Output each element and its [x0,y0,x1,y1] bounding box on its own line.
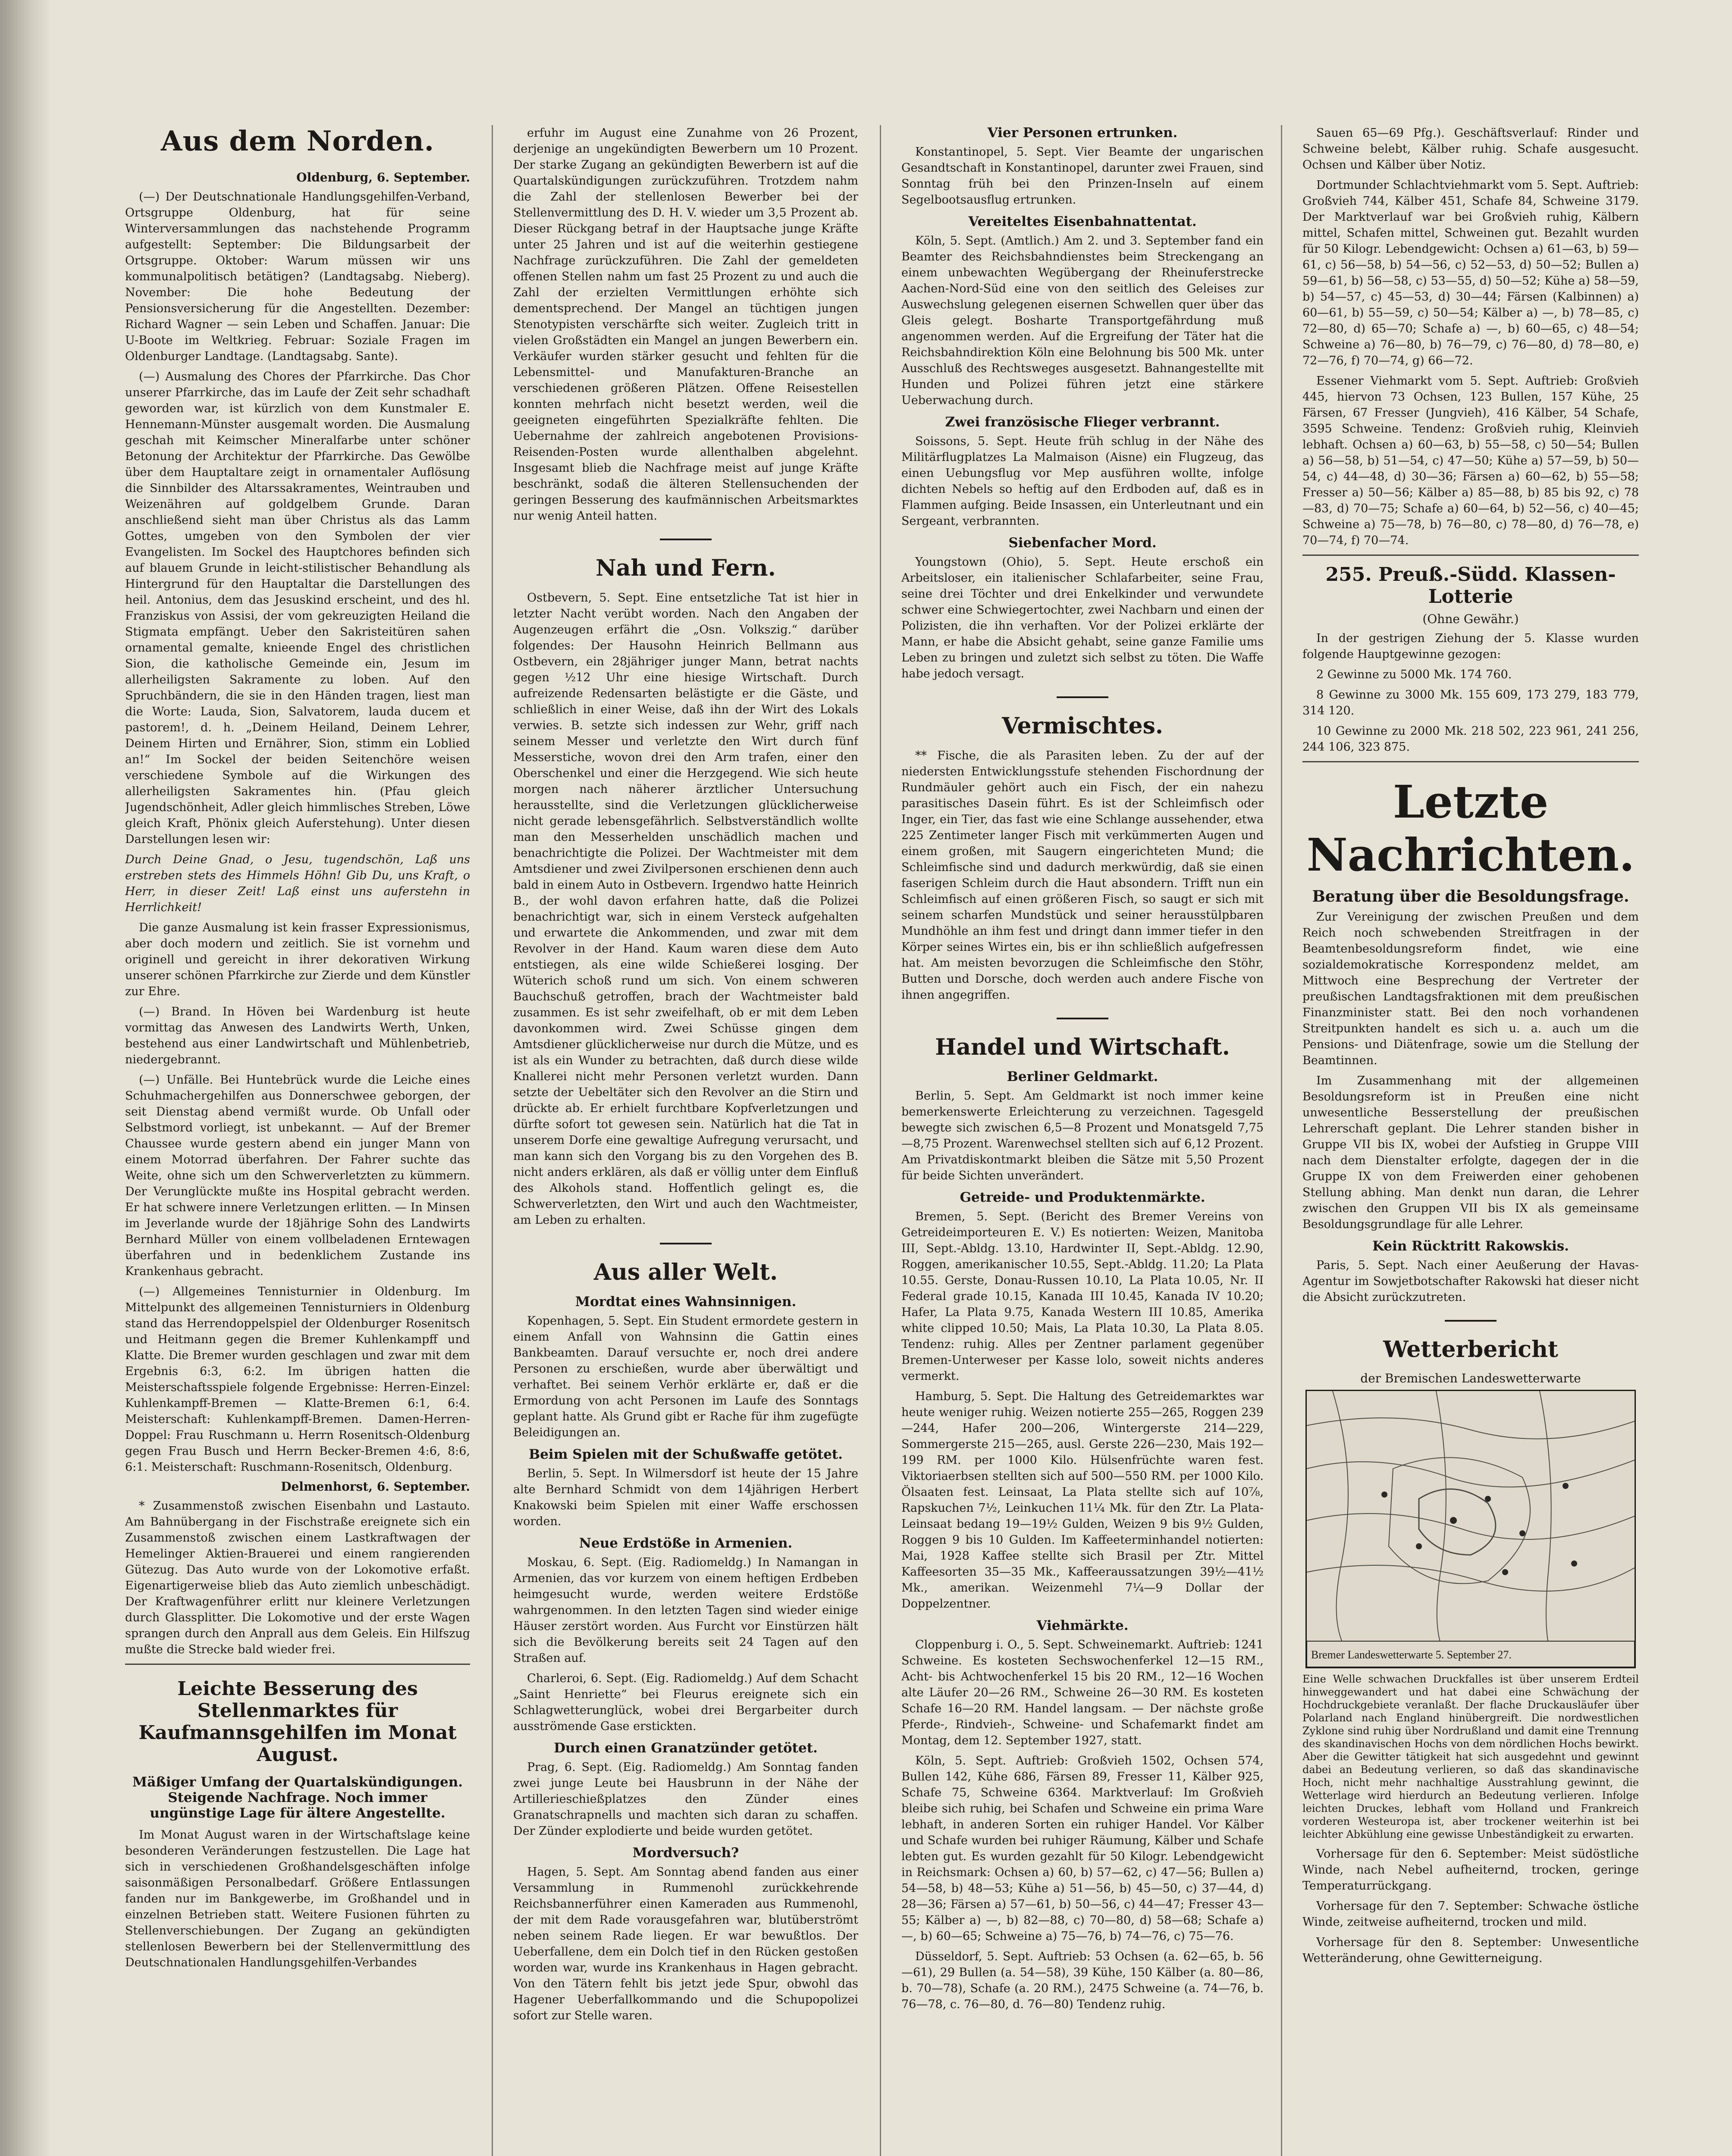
weather-subtitle: der Bremischen Landeswetterwarte [1360,1371,1581,1385]
article-paragraph: Dortmunder Schlachtviehmarkt vom 5. Sept. Auftrieb: Großvieh 744, Kälber 451, Schafe 84, Schweine 3179. Der Marktverlauf war bei Großvieh ruhig, Kälbern mittel, Schafen mittel, Schweinen gut. Bezahlt wurden für 50 Kilogr. Lebendgewicht: Ochsen a) 61—63, b) 59—61, c) 56—58, b) 54—56, c) 52—53, d) 50—52; Bullen a) 59—61, b) 56—58, c) 53—55, d) 50—52; Kühe a) 58—59, b) 54—57, c) 45—53, d) 30—44; Färsen (Kalbinnen) a) 60—61, b) 55—59, c) 50—54; Kälber a) —, b) 78—85, c) 72—80, d) 65—70; Schafe a) —, b) 60—65, c) 48—54; Schweine a) 76—80, b) 76—79, c) 76—80, d) 78—80, e) 72—76, f) 70—74, g) 66—72. [1302,179,1639,367]
lottery-result: 8 Gewinne zu 3000 Mk. 155 609, 173 279, 183 779, 314 120. [1302,688,1639,718]
article-paragraph: Prag, 6. Sept. (Eig. Radiomeldg.) Am Sonntag fanden zwei junge Leute bei Hausbrunn in der Nähe der Artillerieschießplatzes den Zünder eines Granatschrapnells und machten sich daran zu schaffen. Der Zünder explodierte und beide wurden getötet. [513,1761,858,1838]
article-paragraph: (—) Allgemeines Tennisturnier in Oldenburg. Im Mittelpunkt des allgemeinen Tennisturniers in Oldenburg stand das Herrendoppelspiel der Oldenburger Rosenitsch und Heitmann gegen die Bremer Kuhlenkampff und Klatte. Die Bremer wurden geschlagen und zwar mit dem Ergebnis 6:3, 6:2. Im übrigen hatten die Meisterschaftsspiele folgende Ergebnisse: Herren-Einzel: Kuhlenkampff-Bremen — Klatte-Bremen 6:1, 6:4. Meisterschaft: Kuhlenkampff-Bremen. Damen-Herren-Doppel: Frau Ruschmann u. Herrn Rosenitsch-Oldenburg gegen Frau Busch und Herrn Becker-Bremen 4:6, 8:6, 6:1. Meisterschaft: Ruschmann-Rosenitsch, Oldenburg. [125,1285,470,1474]
weather-map-label: Bremer Landeswetterwarte 5. September 27. [1311,1648,1512,1661]
section-title: Vermischtes. [1001,713,1164,739]
article-subheadline: Viehmärkte. [1036,1618,1129,1633]
section-title: Nah und Fern. [596,555,776,581]
section-title-large: Letzte Nachrichten. [1306,775,1635,881]
divider [1057,696,1108,698]
article-subheadline: Zwei französische Flieger verbrannt. [945,414,1220,430]
article-paragraph: (—) Der Deutschnationale Handlungsgehilfen-Verband, Ortsgruppe Oldenburg, hat für seine Winterversammlungen das nachstehende Programm aufgestellt: September: Die Bildungsarbeit der Ortsgruppe. Oktober: Warum müssen wir uns kommunalpolitisch betätigen? (Landtagsabg. Nieberg). November: Die hohe Bedeutung der Pensionsversicherung für die Angestellten. Dezember: Richard Wagner — sein Leben und Schaffen. Januar: Die U-Boote im Weltkrieg. Februar: Soziale Fragen im Oldenburger Landtage. (Landtagsabg. Sante). [125,190,470,363]
article-subheadline: Beim Spielen mit der Schußwaffe getötet. [528,1447,843,1462]
article-paragraph: Charleroi, 6. Sept. (Eig. Radiomeldg.) Auf dem Schacht „Saint Henriette“ bei Fleurus ereignete sich ein Schlagwetterunglück, wobei drei Bergarbeiter durch ausströmende Gase erstickten. [513,1672,858,1733]
article-paragraph: Im Monat August waren in der Wirtschaftslage keine besonderen Veränderungen festzustellen. Die Lage hat sich in verschiedenen Großhandelsgeschäften infolge saisonmäßigen Personalbedarf. Größere Entlassungen fanden nur im Bankgewerbe, im Großhandel und in einzelnen Betrieben statt. Weitere Fusionen führten zu Stellenverschiebungen. Der Zugang an gekündigten stellenlosen Bewerbern bei der Stellenvermittlung des Deutschnationalen Handlungsgehilfen-Verbandes [125,1828,470,1969]
article-paragraph: Youngstown (Ohio), 5. Sept. Heute erschoß ein Arbeitsloser, ein italienischer Schlafarbeiter, seine Frau, seine drei Töchter und drei Enkelkinder und verwundete schwer eine Schwiegertochter, zwei Nachbarn und einen der Polizisten, die ihn verhaften. Vor der Polizei erklärte der Mann, er habe die Absicht gehabt, seine ganze Familie ums Leben zu bringen und zuletzt sich selbst zu töten. Die Waffe habe jedoch versagt. [901,555,1264,680]
article-paragraph: Soissons, 5. Sept. Heute früh schlug in der Nähe des Militärflugplatzes La Malmaison (Aisne) ein Flugzeug, das einen Uebungsflug vor Mep ausführen wollte, infolge dichten Nebels so heftig auf den Erdboden auf, daß es in Flammen aufging. Beide Insassen, ein Unterleutnant und ein Sergeant, verbrannten. [901,435,1264,528]
article-paragraph: (—) Unfälle. Bei Huntebrück wurde die Leiche eines Schuhmachergehilfen aus Donnerschwee geborgen, der seit Dienstag abend vermißt wurde. Ob Unfall oder Selbstmord vorliegt, ist unbekannt. — Auf der Bremer Chaussee wurde gestern abend ein junger Mann von einem Motorrad überfahren. Der Fahrer suchte das Weite, ohne sich um den Schwerverletzten zu kümmern. Der Verunglückte mußte ins Hospital gebracht werden. Er hat schwere innere Verletzungen erlitten. — In Minsen im Jeverlande wurde der 18jährige Sohn des Landwirts Bernhard Müller von einem vollbeladenen Erntewagen überfahren und in bedenklichem Zustande ins Krankenhaus gebracht. [125,1073,470,1278]
column-3 [901,108,1264,2017]
lottery-result: 10 Gewinne zu 2000 Mk. 218 502, 223 961, 241 256, 244 106, 323 875. [1302,724,1639,754]
article-paragraph: Berlin, 5. Sept. Am Geldmarkt ist noch immer keine bemerkenswerte Erleichterung zu verzeichnen. Tagesgeld bewegte sich zwischen 6,5—8 Prozent und Monatsgeld 7,75—8,75 Prozent. Warenwechsel stellten sich auf 6,12 Prozent. Am Privatdiskontmarkt bleiben die Sätze mit 5,50 Prozent für beide Sichten unverändert. [901,1089,1264,1182]
article-paragraph: Düsseldorf, 5. Sept. Auftrieb: 53 Ochsen (a. 62—65, b. 56—61), 29 Bullen (a. 54—58), 39 Kühe, 150 Kälber (a. 80—86, b. 70—78), Schafe (a. 20 RM.), 2475 Schweine (a. 74—76, b. 76—78, c. 76—80, d. 76—80) Tendenz ruhig. [901,1950,1264,2011]
divider [1302,761,1639,762]
article-subheadline: Vier Personen ertrunken. [987,125,1178,141]
section-title: Wetterbericht [1383,1336,1558,1363]
weather-forecast: Vorhersage für den 7. September: Schwache östliche Winde, zeitweise aufheiternd, trocken und mild. [1302,1899,1639,1929]
section-title: Aus aller Welt. [593,1259,778,1285]
weather-report: Eine Welle schwachen Druckfalles ist über unserem Erdteil hinweggewandert und hat dabei eine Schwächung der Hochdruckgebiete veranlaßt. Der flache Druckausläufer über Polarland nach England hinübergreift. Die nordwestlichen Zyklone sind ruhig über Nordrußland und damit eine Trennung des skandinavischen Hochs von dem nördlichen Hochs bewirkt. Aber die Gewitter tätigkeit hat sich ausgedehnt und gewinnt dabei an Bedeutung verlieren, so daß das skandinavische Hoch, nicht mehr nachhaltige Ausstrahlung gewinnt, die Wetterlage wird hierdurch an Bedeutung verlieren. Infolge leichten Druckes, lebhaft vom Holland und Frankreich vorderen Westeuropa ist, aber trockener weiterhin ist bei leichter Abkühlung eine gewisse Unbeständigkeit zu erwarten. [1302,1673,1639,1840]
article-paragraph: Ostbevern, 5. Sept. Eine entsetzliche Tat ist hier in letzter Nacht verübt worden. Nach den Angaben der Augenzeugen erfährt die „Osn. Volkszig.“ darüber folgendes: Der Hausohn Heinrich Bellmann aus Ostbevern, ein 28jähriger junger Mann, betrat nachts gegen ½12 Uhr eine hiesige Wirtschaft. Durch aufreizende Redensarten belästigte er die Gäste, und schließlich in einer Weise, daß ihn der Wirt des Lokals verwies. B. setzte sich indessen zur Wehr, griff nach seinem Messer und verletzte den Wirt durch fünf Messerstiche, wovon drei den Arm trafen, einer den Oberschenkel und einer die Herzgegend. Wie sich heute morgen nach näherer ärztlicher Untersuchung herausstellte, sind die Verletzungen glücklicherweise nicht gerade lebensgefährlich. Selbstverständlich wollte man den Messerhelden unschädlich machen und benachrichtigte die Polizei. Der Wachtmeister mit dem Amtsdiener und zwei Zivilpersonen erschienen denn auch bald in einem Auto in Ostbevern. Irgendwo hatte Heinrich B., der wohl davon erfahren hatte, daß die Polizei benachrichtigt war, sich in einem Versteck aufgehalten und erwartete die Ankommenden, und zwar mit dem Revolver in der Hand. Kaum waren diese dem Auto entstiegen, als eine wilde Schießerei losging. Der Wüterich schoß rund um sich. Von einem schweren Bauchschuß getroffen, brach der Wachtmeister bald zusammen. Es ist sehr zweifelhaft, ob er mit dem Leben davonkommen wird. Zwei Schüsse gingen dem Amtsdiener glücklicherweise nur durch die Mütze, und es ist als ein Wunder zu betrachten, daß durch diese wilde Knallerei nicht mehr Personen verletzt wurden. Dann setzte der Uebeltäter sich den Revolver an die Stirn und drückte ab. Er erhielt furchtbare Kopfverletzungen und dürfte sofort tot gewesen sein. Natürlich hat die Tat in unserem Dorfe eine gewaltige Aufregung verursacht, und man kann sich den Vorgang bis zu den Vorgehen des B. nicht anders erklären, als daß er völlig unter dem Einfluß des Alkohols stand. Hoffentlich gelingt es, die Schwerverletzten, den Wirt und auch den Wachtmeister, am Leben zu erhalten. [513,591,858,1227]
article-paragraph: Köln, 5. Sept. (Amtlich.) Am 2. und 3. September fand ein Beamter des Reichsbahndienstes beim Streckengang an einem unbewachten Wegübergang der Rheinuferstrecke Aachen-Nord-Süd eine von den seitlich des Geleises zur Auswechslung gelegenen eisernen Schwellen quer über das Gleis gelegt. Bosharte Transportgefährdung muß angenommen werden. Auf die Ergreifung der Täter hat die Reichsbahndirektion Köln eine Belohnung bis 500 Mk. unter Ausschluß des Rechtsweges ausgesetzt. Bahnangestellte mit Hunden und Polizei führen jetzt eine stärkere Ueberwachung durch. [901,234,1264,407]
article-paragraph: Konstantinopel, 5. Sept. Vier Beamte der ungarischen Gesandtschaft in Konstantinopel, darunter zwei Frauen, sind Sonntag früh bei den Prinzen-Inseln auf einem Segelbootsausflug ertrunken. [901,145,1264,207]
article-subheadline: Mordversuch? [632,1845,739,1861]
article-subheadline: Siebenfacher Mord. [1008,535,1157,551]
article-subheadline: Neue Erdstöße in Armenien. [579,1536,793,1551]
article-paragraph: (—) Brand. In Höven bei Wardenburg ist heute vormittag das Anwesen des Landwirts Werth, Unken, bestehend aus einer Landwirtschaft und Mühlenbetrieb, niedergebrannt. [125,1005,470,1066]
divider [660,1243,712,1244]
article-paragraph: Moskau, 6. Sept. (Eig. Radiomeldg.) In Namangan in Armenien, das vor kurzem von einem heftigen Erdbeben heimgesucht wurde, werden weitere Erdstöße wahrgenommen. In den letzten Tagen sind wieder einige Häuser zerstört worden. Aus Furcht vor Einstürzen hält sich die Bevölkerung bereits seit 24 Tagen auf den Straßen auf. [513,1556,858,1665]
lottery-headline: 255. Preuß.-Südd. Klassen-Lotterie [1325,564,1616,608]
binding-shadow [0,0,52,2156]
article-paragraph: erfuhr im August eine Zunahme von 26 Prozent, derjenige an ungekündigten Bewerbern um 10 Prozent. Der starke Zugang an gekündigten Bewerbern ist auf die Quartalskündigungen zurückzuführen. Trotzdem nahm die Zahl der stellenlosen Bewerber bei der Stellenvermittlung des D. H. V. wieder um 3,5 Prozent ab. Dieser Rückgang betraf in der Hauptsache junge Kräfte unter 25 Jahren und ist auf die weiterhin gestiegene Nachfrage zurückzuführen. Die Zahl der gemeldeten offenen Stellen nahm um fast 25 Prozent zu und auch die Zahl der erzielten Vermittlungen erhöhte sich dementsprechend. Der Mangel an tüchtigen jungen Stenotypisten verschärfte sich weiter. Zugleich tritt in vielen Großstädten ein Mangel an jungen Bewerbern ein. Verkäufer wurden stärker gesucht und fehlten für die Lebensmittel- und Manufakturen-Branche an verschiedenen größeren Plätzen. Offene Reisestellen konnten mehrfach nicht besetzt werden, weil die geeigneten eingeführten Spezialkräfte fehlten. Die Uebernahme der zahlreich angebotenen Provisions-Reisenden-Posten wurde allenthalben abgelehnt. Insgesamt blieb die Nachfrage meist auf junge Kräfte beschränkt, sodaß die älteren Stellensuchenden der geringen Besserung des kaufmännischen Arbeitsmarktes nur wenig Anteil hatten. [513,126,858,523]
article-subheadline: Berliner Geldmarkt. [1007,1069,1158,1084]
divider [1302,555,1639,556]
article-subheadline: Kein Rücktritt Rakowskis. [1372,1238,1569,1254]
article-paragraph: Berlin, 5. Sept. In Wilmersdorf ist heute der 15 Jahre alte Bernhard Schmidt von dem 14jährigen Herbert Knakowski beim Spielen mit einer Waffe erschossen worden. [513,1467,858,1528]
article-paragraph: Essener Viehmarkt vom 5. Sept. Auftrieb: Großvieh 445, hiervon 73 Ochsen, 123 Bullen, 157 Kühe, 25 Färsen, 67 Fresser (Jungvieh), 416 Kälber, 54 Schafe, 3595 Schweine. Tendenz: Großvieh ruhig, Kleinvieh lebhaft. Ochsen a) 60—63, b) 55—58, c) 50—54; Bullen a) 56—58, b) 51—54, c) 47—50; Kühe a) 57—59, b) 50—54, c) 44—48, d) 30—36; Färsen a) 60—62, b) 55—58; Fresser a) 50—56; Kälber a) 85—88, b) 85 bis 92, c) 78—83, d) 70—75; Schafe a) 60—64, b) 52—56, c) 40—45; Schweine a) 75—78, b) 76—80, c) 78—80, d) 76—78, e) 70—74, f) 70—74. [1302,374,1639,547]
column-1 [125,108,470,1975]
column-rule [880,125,881,2156]
article-paragraph: Bremen, 5. Sept. (Bericht des Bremer Vereins von Getreideimporteuren E. V.) Es notierten: Weizen, Manitoba III, Sept.-Abldg. 13.10, Hardwinter II, Sept.-Abldg. 12.90, Roggen, amerikanischer 10.55, Sept.-Abldg. 11.20; La Plata 10.55. Gerste, Donau-Russen 10.10, La Plata 10.05, Nr. II Federal grade 10.15, Kanada III 10.45, Kanada IV 10.20; Hafer, La Plata 9.75, Kanada Western III 10.85, Amerika white clipped 10.50; Mais, La Plata 10.30, La Plata 8.05. Tendenz: ruhig. Alles per Zentner parlament gegenüber Bremen-Unterweser per Kasse lolo, soweit nichts anderes vermerkt. [901,1210,1264,1383]
article-subheadline: Vereiteltes Eisenbahnattentat. [968,214,1197,229]
column-2 [513,108,858,2028]
article-paragraph: ** Fische, die als Parasiten leben. Zu der auf der niedersten Entwicklungsstufe stehenden Fischordnung der Rundmäuler gehört auch ein Fisch, der ein nahezu parasitisches Dasein führt. Es ist der Schleimfisch oder Inger, ein Tier, das fast wie eine Schlange aussehender, etwa 225 Zentimeter langer Fisch mit verkümmerten Augen und einem großen, mit Saugern eingerichteten Mund; die Schleimfische sind und dadurch merkwürdig, daß sie einen faserigen Schleim durch die Haut absondern. Trifft nun ein Schleimfisch auf einen größeren Fisch, so saugt er sich mit seinem scharfen Mundstück und seiner herausstülpbaren Mundhöhle an ihm fest und dringt dann immer tiefer in den Körper seines Wirtes ein, bis er ihn schließlich aufgefressen hat. Am meisten bevorzugen die Schleimfische den Stöhr, Butten und Dorsche, doch werden auch andere Fische von ihnen angegriffen. [901,749,1264,1002]
column-4 [1302,108,1639,1971]
article-headline: Leichte Besserung des Stellenmarktes für Kaufmannsgehilfen im Monat August. [138,1678,457,1766]
article-paragraph: Paris, 5. Sept. Nach einer Aeußerung der Havas-Agentur im Sowjetbotschafter Rakowski hat dieser nicht die Absicht zurückzutreten. [1302,1259,1639,1304]
verse: Durch Deine Gnad, o Jesu, tugendschön, Laß uns erstreben stets des Himmels Höhn! Gib Du, uns Kraft, o Herr, in dieser Zeit! Laß einst uns auferstehn in Herrlichkeit! [125,853,470,914]
article-paragraph: Zur Vereinigung der zwischen Preußen und dem Reich noch schwebenden Streitfragen in der Beamtenbesoldungsreform findet, wie eine sozialdemokratische Korrespondenz meldet, am Mittwoch eine Besprechung der Vertreter der preußischen Landtagsfraktionen mit dem preußischen Finanzminister statt. Bei den noch vorhandenen Streitpunkten handelt es sich u. a. auch um die Pensions- und Diätenfrage, sowie um die Stellung der Beamtinnen. [1302,910,1639,1067]
divider [1057,1018,1108,1019]
section-title: Handel und Wirtschaft. [935,1034,1230,1060]
article-subheadline: Mordtat eines Wahnsinnigen. [575,1294,797,1310]
divider [660,539,712,540]
weather-forecast: Vorhersage für den 8. September: Unwesentliche Wetteränderung, ohne Gewitterneigung. [1302,1936,1639,1965]
article-subheadline: Mäßiger Umfang der Quartalskündigungen. Steigende Nachfrage. Noch immer ungünstige Lage für ältere Angestellte. [132,1774,463,1821]
article-subheadline: Getreide- und Produktenmärkte. [960,1190,1205,1205]
weather-forecast: Vorhersage für den 6. September: Meist südöstliche Winde, nach Nebel aufheiternd, trocken, geringe Temperaturrückgang. [1302,1847,1639,1893]
article-subheadline: Durch einen Granatzünder getötet. [554,1740,818,1756]
lottery-result: 2 Gewinne zu 5000 Mk. 174 760. [1316,668,1512,681]
article-paragraph: Hamburg, 5. Sept. Die Haltung des Getreidemarktes war heute weniger ruhig. Weizen notierte 255—265, Roggen 239—244, Hafer 200—206, Wintergerste 214—229, Sommergerste 215—265, ausl. Gerste 226—230, Mais 192—199 RM. per 1000 Kilo. Hülsenfrüchte waren fest. Viktoriaerbsen stellten sich auf 500—550 RM. per 1000 Kilo. Ölsaaten fest. Leinsaat, La Plata stellte sich auf 10⅞, Rapskuchen 7½, Leinkuchen 11¼ Mk. für den Ztr. La Plata-Leinsaat bedang 19—19½ Gulden, Weizen 9 bis 9½ Gulden, Roggen 9 bis 10 Gulden. Im Kaffeeterminhandel notierten: Mai, 1928 Kaffee stellte sich Brasil per Ztr. Mittel Kaffeesorten 35—35 Mk., Kaffeeraussatzungen 39½—41½ Mk., amerikan. Weizenmehl 7¼—9 Dollar der Doppelzentner. [901,1390,1264,1611]
dateline: Delmenhorst, 6. September. [281,1479,470,1494]
article-paragraph: Köln, 5. Sept. Auftrieb: Großvieh 1502, Ochsen 574, Bullen 142, Kühe 686, Färsen 89, Fresser 11, Kälber 925, Schafe 75, Schweine 6364. Marktverlauf: Im Großvieh bleibe sich ruhig, bei Schafen und Schweine ein prima Ware lebhaft, in anderen Sorten ein ruhiger Handel. Vor Kälber und Schafe wurden bei ruhiger Räumung, Kälber und Schafe lebten gut. Es wurden gezahlt für 50 Kilogr. Lebendgewicht in Reichsmark: Ochsen a) 60, b) 57—62, c) 47—56; Bullen a) 54—58, b) 48—53; Kühe a) 51—56, b) 45—50, c) 37—44, d) 28—36; Färsen a) 57—61, b) 50—56, c) 44—47; Fresser 43—55; Kälber a) —, b) 82—88, c) 70—80, d) 58—68; Schafe a) —, b) 60—65; Schweine a) 75—76, b) 74—76, c) 75—76. [901,1754,1264,1943]
article-paragraph: Kopenhagen, 5. Sept. Ein Student ermordete gestern in einem Anfall von Wahnsinn die Gattin eines Bankbeamten. Darauf versuchte er, noch drei andere Personen zu erschießen, wurde aber überwältigt und verhaftet. Bei seinem Verhör erklärte er, daß er die Ermordung von acht Personen im Laufe des Sonntags geplant hatte. Als Grund gibt er Rache für ihm zugefügte Beleidigungen an. [513,1314,858,1439]
section-title: Aus dem Norden. [160,125,435,157]
column-rule [492,125,493,2156]
weather-map-drawing [1307,1391,1635,1667]
article-paragraph: Cloppenburg i. O., 5. Sept. Schweinemarkt. Auftrieb: 1241 Schweine. Es kosteten Sechswochenferkel 12—15 RM., Acht- bis Achtwochenferkel 15 bis 20 RM., 12—16 Wochen alte Läufer 20—26 RM., Schweine 26—30 RM. Es kosteten Schafe 16—20 RM. Handel langsam. — Der nächste große Pferde-, Rindvieh-, Schweine- und Schafemarkt findet am Montag, dem 12. September 1927, statt. [901,1638,1264,1747]
article-paragraph: (—) Ausmalung des Chores der Pfarrkirche. Das Chor unserer Pfarrkirche, das im Laufe der Zeit sehr schadhaft geworden war, ist kürzlich von dem Kunstmaler E. Hennemann-Münster ausgemalt worden. Die Ausmalung geschah mit Keimscher Mineralfarbe unter schöner Betonung der Architektur der Pfarrkirche. Das Gewölbe über dem Hauptaltare zeigt in ornamentaler Auflösung die Sinnbilder des Altarssakramentes, Weintrauben und Weizenähren auf goldgelbem Grunde. Daran anschließend sieht man über Christus als das Lamm Gottes, umgeben von den Symbolen der vier Evangelisten. Im Sockel des Hauptchores befinden sich auf blauem Grunde in leicht-stilistischer Behandlung als Hintergrund für den Hauptaltar die Darstellungen des heil. Antonius, dem das Jesuskind erscheint, und des hl. Franziskus von Assisi, der vom gekreuzigten Heiland die Stigmata empfängt. Ueber den Sakristeitüren sahen ornamental gemalte, knieende Engel des christlichen Sion, die katholische Gemeinde ein, Jesum im allerheiligsten Sakramente zu loben. Auf den Spruchbändern, die sie in den Händen tragen, liest man die Worte: Lauda, Sion, Salvatorem, lauda ducem et pastorem!, d. h. „Deinem Heiland, Deinem Lehrer, Deinem Hirten und Ernährer, Sion, stimm ein Loblied an!“ Im Sockel der beiden Seitenchöre weisen verschiedene Symbole auf die Wirkungen des allerheiligsten Sakramentes hin. (Pfau gleich Jugendschönheit, Adler gleich himmlisches Streben, Löwe gleich Kraft, Phönix gleich Auferstehung). Unter diesen Darstellungen lesen wir: [125,370,470,846]
article-subheadline: Beratung über die Besoldungsfrage. [1312,887,1629,906]
divider [1445,1320,1497,1322]
article-paragraph: * Zusammenstoß zwischen Eisenbahn und Lastauto. Am Bahnübergang in der Fischstraße ereignete sich ein Zusammenstoß zwischen einem Lastkraftwagen der Hemelinger Aktien-Brauerei und einem rangierenden Gütezug. Das Auto wurde von der Lokomotive erfaßt. Eigenartigerweise blieb das Auto ziemlich unbeschädigt. Der Kraftwagenführer erlitt nur kleinere Verletzungen durch Glassplitter. Die Lokomotive und der erste Wagen sprangen durch den Anprall aus dem Geleis. Ein Hilfszug mußte die Strecke bald wieder frei. [125,1499,470,1656]
newspaper-page [99,108,1639,2156]
divider [125,1664,470,1665]
column-rule [1281,125,1282,2156]
lottery-note: (Ohne Gewähr.) [1422,612,1519,626]
dateline: Oldenburg, 6. September. [296,170,470,185]
article-paragraph: Sauen 65—69 Pfg.). Geschäftsverlauf: Rinder und Schweine belebt, Kälber ruhig. Schafe ausgesucht. Ochsen und Kälber über Notiz. [1302,126,1639,172]
lottery-intro: In der gestrigen Ziehung der 5. Klasse wurden folgende Hauptgewinne gezogen: [1302,632,1639,661]
weather-map [1305,1390,1636,1668]
article-paragraph: Im Zusammenhang mit der allgemeinen Besoldungsreform ist in Preußen eine nicht unwesentliche Besserstellung der preußischen Lehrerschaft geplant. Die Lehrer standen bisher in Gruppe VII bis IX, wobei der Aufstieg in Gruppe VIII nach dem Dienstalter erfolgte, dagegen der in die Gruppe IX von dem Freiwerden einer gehobenen Stellung abhing. Man denkt nun daran, die Lehrer zwischen den Gruppen VII bis IX als gemeinsame Besoldungsgrundlage für alle Lehrer. [1302,1074,1639,1231]
article-paragraph: Hagen, 5. Sept. Am Sonntag abend fanden aus einer Versammlung in Rummenohl zurückkehrende Reichsbannerführer einen Kameraden aus Rummenohl, der mit dem Rade vorausgefahren war, blutüberströmt neben seinem Rade liegen. Er war bewußtlos. Der Ueberfallene, dem ein Dolch tief in den Rücken gestoßen worden war, wurde ins Krankenhaus in Hagen gebracht. Von den Tätern fehlt bis jetzt jede Spur, obwohl das Hagener Ueberfallkommando und die Schupopolizei sofort zur Stelle waren. [513,1865,858,2022]
article-paragraph: Die ganze Ausmalung ist kein frasser Expressionismus, aber doch modern und zeitlich. Sie ist vornehm und originell und gereicht in ihrer dekorativen Wirkung unserer schönen Pfarrkirche zur Zierde und dem Künstler zur Ehre. [125,921,470,998]
